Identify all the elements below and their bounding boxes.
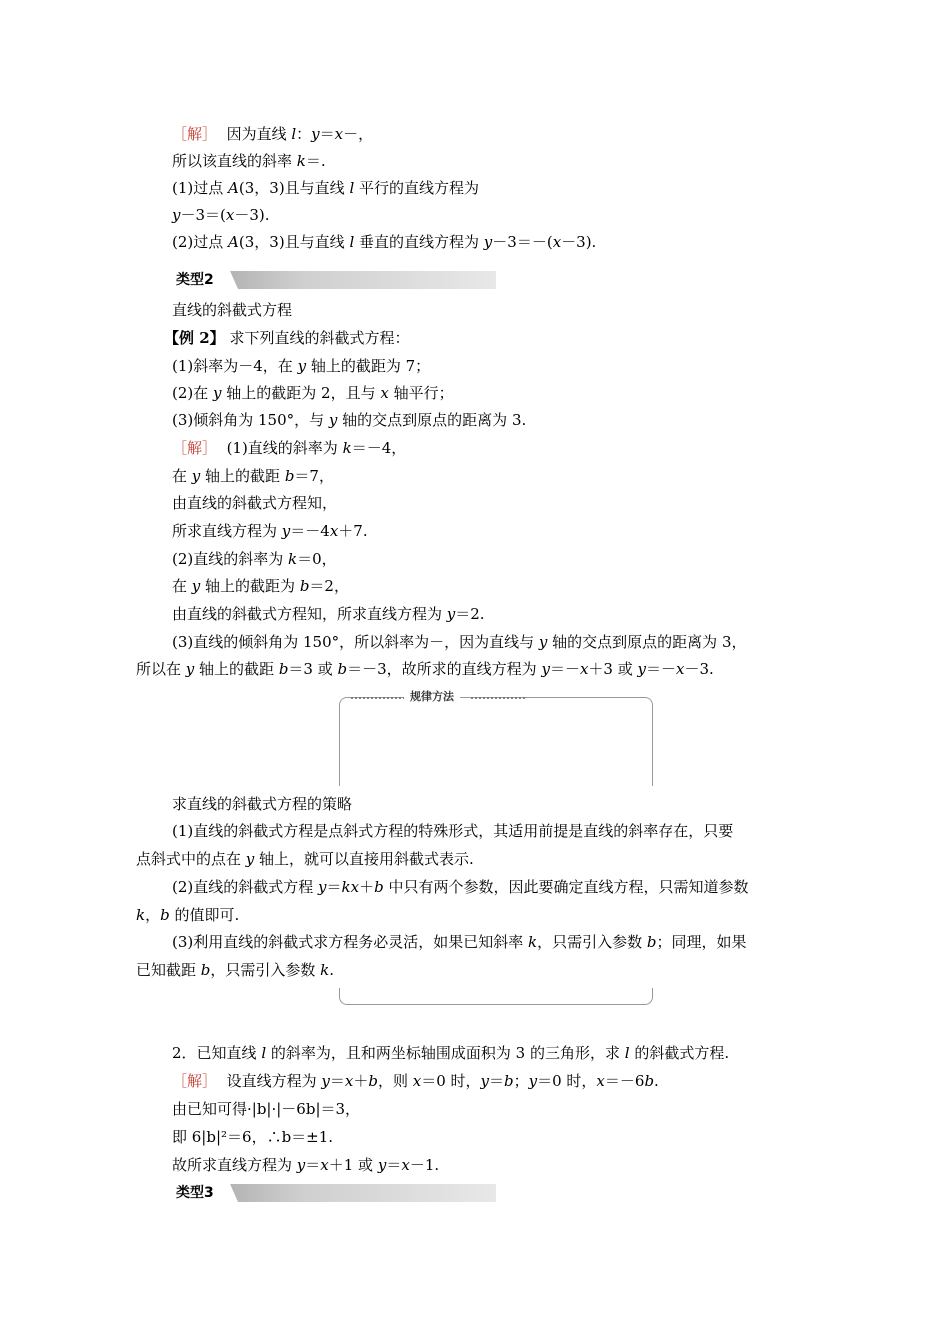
solution-2-line-4: 所求直线方程为 y＝－4x＋7. xyxy=(172,522,368,540)
solution-2-line-2: 在 y 轴上的截距 b＝7， xyxy=(172,467,334,485)
solution-2-line-3: 由直线的斜截式方程知， xyxy=(172,494,338,512)
solution-1-line-4: y－3＝(x－3). xyxy=(172,206,270,224)
solution-2-line-5: (2)直线的斜率为 k＝0， xyxy=(172,550,337,568)
method-p1-line-1: (1)直线的斜截式方程是点斜式方程的特殊形式，其适用前提是直线的斜率存在，只要 xyxy=(172,822,734,840)
example-2-heading: 【例 2】 求下列直线的斜截式方程： xyxy=(164,329,410,347)
solution-label: ［解］ xyxy=(172,1072,218,1090)
exercise-2-question: 2．已知直线 l 的斜率为，且和两坐标轴围成面积为 3 的三角形，求 l 的斜截式方程. xyxy=(172,1044,730,1062)
solution-label: ［解］ xyxy=(172,125,218,143)
type-2-title: 直线的斜截式方程 xyxy=(172,301,293,319)
solution-1-line-3: (1)过点 A(3，3)且与直线 l 平行的直线方程为 xyxy=(172,179,480,197)
solution-2-line-8: (3)直线的倾斜角为 150°，所以斜率为－，因为直线与 y 轴的交点到原点的距离为 3， xyxy=(172,633,747,651)
example-2-label: 【例 2】 xyxy=(164,329,225,347)
solution-1-line-2: 所以该直线的斜率 k＝. xyxy=(172,152,326,170)
exercise-2-answer-4: 故所求直线方程为 y＝x＋1 或 y＝x－1. xyxy=(172,1156,440,1174)
solution-2-line-7: 由直线的斜截式方程知，所求直线方程为 y＝2. xyxy=(172,605,485,623)
method-heading: 求直线的斜截式方程的策略 xyxy=(172,795,353,813)
solution-2-line-1: ［解］ (1)直线的斜率为 k＝－4， xyxy=(172,439,407,457)
type-3-header xyxy=(0,1184,950,1202)
method-box-frame-bottom xyxy=(339,988,653,1005)
solution-label: ［解］ xyxy=(172,439,218,457)
method-p1-line-2: 点斜式中的点在 y 轴上，就可以直接用斜截式表示. xyxy=(136,850,474,868)
method-dots-left xyxy=(350,690,405,704)
method-box-frame-top xyxy=(339,697,653,786)
exercise-2-answer-1: ［解］ 设直线方程为 y＝x＋b，则 x＝0 时，y＝b；y＝0 时，x＝－6b. xyxy=(172,1072,659,1090)
method-p3-line-1: (3)利用直线的斜截式求方程务必灵活，如果已知斜率 k，只需引入参数 b；同理，如果 xyxy=(172,933,747,951)
solution-1-line-5: (2)过点 A(3，3)且与直线 l 垂直的直线方程为 y－3＝－(x－3). xyxy=(172,233,597,251)
exercise-2-answer-2: 由已知可得·|b|·|－6b|＝3， xyxy=(172,1100,361,1118)
example-2-q1: (1)斜率为－4，在 y 轴上的截距为 7； xyxy=(172,357,431,375)
method-p3-line-2: 已知截距 b，只需引入参数 k. xyxy=(136,961,335,979)
type-2-header xyxy=(0,271,950,289)
type-3-label: 类型3 xyxy=(176,1185,214,1201)
method-dots-right xyxy=(470,690,525,704)
method-p2-line-1: (2)直线的斜截式方程 y＝kx＋b 中只有两个参数，因此要确定直线方程，只需知道参数 xyxy=(172,878,749,896)
example-2-q3: (3)倾斜角为 150°，与 y 轴的交点到原点的距离为 3. xyxy=(172,411,527,429)
method-p2-line-2: k，b 的值即可. xyxy=(136,906,240,924)
example-2-q2: (2)在 y 轴上的截距为 2，且与 x 轴平行； xyxy=(172,384,454,402)
exercise-2-answer-3: 即 6|b|²＝6，∴b＝±1. xyxy=(172,1128,334,1146)
type-2-label: 类型2 xyxy=(176,272,214,288)
solution-2-line-9: 所以在 y 轴上的截距 b＝3 或 b＝－3，故所求的直线方程为 y＝－x＋3 或 y＝－x－3. xyxy=(136,660,714,678)
solution-1-line-1: ［解］ 因为直线 l：y＝x－， xyxy=(172,125,374,143)
method-box-title: 规律方法 xyxy=(404,690,460,704)
solution-2-line-6: 在 y 轴上的截距为 b＝2， xyxy=(172,577,349,595)
